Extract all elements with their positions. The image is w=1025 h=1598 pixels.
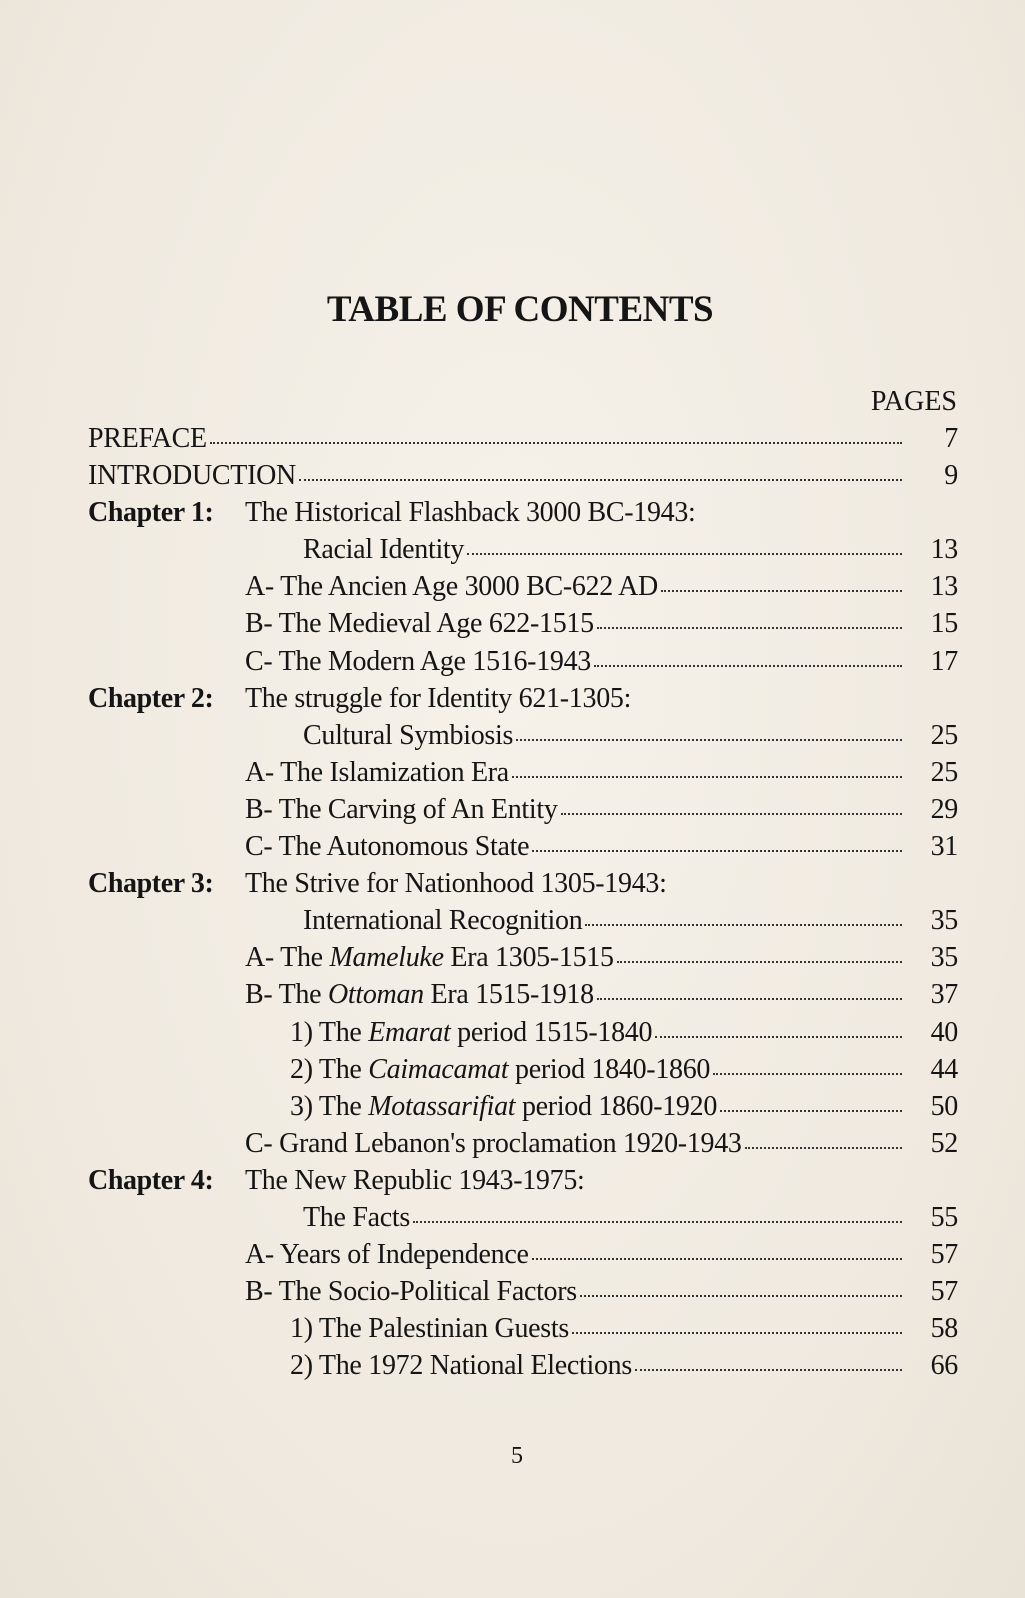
entry-text: B- The Medieval Age 622-1515 <box>245 608 594 640</box>
toc-entry <box>88 1091 958 1128</box>
entry-text: C- Grand Lebanon's proclamation 1920-1943 <box>245 1127 742 1159</box>
toc-entry <box>88 1276 958 1313</box>
toc-entry-title <box>88 868 667 900</box>
entry-text: B- The <box>245 979 328 1011</box>
dot-leader <box>720 1109 902 1112</box>
toc-entry <box>88 571 958 608</box>
dot-leader <box>561 812 902 815</box>
toc-entry-title <box>88 942 614 974</box>
entry-text: 3) The <box>290 1090 369 1122</box>
entry-text-suffix: period 1515-1840 <box>450 1016 653 1048</box>
page-ref: 7 <box>944 423 958 454</box>
pages-column-header: PAGES <box>870 386 957 417</box>
entry-text: The Strive for Nationhood 1305-1943: <box>245 868 667 900</box>
page-ref: 40 <box>930 1016 958 1048</box>
page-ref: 58 <box>930 1313 958 1345</box>
toc-entry <box>88 831 958 868</box>
toc-entry-title <box>88 460 296 492</box>
toc-entry <box>88 460 958 497</box>
page-ref: 15 <box>930 608 958 640</box>
toc-entry <box>88 646 958 683</box>
entry-text: B- The Socio-Political Factors <box>245 1276 577 1308</box>
entry-text: The Historical Flashback 3000 BC-1943: <box>245 497 696 529</box>
dot-leader <box>594 664 902 667</box>
dot-leader <box>617 960 902 963</box>
entry-text: A- Years of Independence <box>245 1239 529 1271</box>
toc-entry <box>88 942 958 979</box>
toc-entry-title <box>88 534 464 566</box>
page-ref: 35 <box>930 942 958 974</box>
page-ref: 44 <box>930 1053 958 1085</box>
page-ref: 9 <box>944 460 958 492</box>
dot-leader <box>512 775 902 778</box>
toc-entry <box>88 1239 958 1276</box>
toc-entry-title <box>88 646 591 678</box>
chapter-label: Chapter 2: <box>88 682 214 714</box>
page-ref: 57 <box>930 1276 958 1308</box>
entry-text-suffix: Era 1305-1515 <box>443 942 614 974</box>
toc-entry <box>88 1017 958 1054</box>
toc-chapter-heading <box>88 683 958 720</box>
toc-entry-title <box>88 831 529 863</box>
page-ref: 25 <box>930 719 958 751</box>
entry-text: A- The <box>245 942 330 974</box>
page-ref: 31 <box>930 831 958 863</box>
dot-leader <box>745 1146 902 1149</box>
dot-leader <box>467 552 902 555</box>
page-ref: 55 <box>930 1201 958 1233</box>
toc-chapter-heading <box>88 868 958 905</box>
toc-entry-title <box>88 497 696 529</box>
page-number: 5 <box>511 1443 523 1469</box>
toc-entry-title <box>88 720 513 752</box>
entry-text-suffix: Era 1515-1918 <box>423 979 594 1011</box>
toc-entry-title <box>88 1239 529 1271</box>
chapter-label: Chapter 4: <box>88 1164 214 1196</box>
chapter-label: Chapter 3: <box>88 868 214 900</box>
toc-entry <box>88 1313 958 1350</box>
toc-entry <box>88 1202 958 1239</box>
entry-text: B- The Carving of An Entity <box>245 793 558 825</box>
page-title: TABLE OF CONTENTS <box>326 289 714 330</box>
entry-italic-term: Mameluke <box>329 942 444 974</box>
entry-text: INTRODUCTION <box>88 460 296 492</box>
entry-text-suffix: period 1840-1860 <box>508 1053 711 1085</box>
entry-text: C- The Autonomous State <box>245 831 530 863</box>
toc-entry <box>88 720 958 757</box>
toc-entry-title <box>88 979 594 1011</box>
entry-text: C- The Modern Age 1516-1943 <box>245 645 592 677</box>
toc-entry <box>88 1128 958 1165</box>
chapter-label: Chapter 1: <box>88 497 214 529</box>
toc-entry-title <box>88 1128 742 1160</box>
toc-entry-title <box>88 683 631 715</box>
toc-entry <box>88 608 958 645</box>
toc-entry <box>88 1054 958 1091</box>
dot-leader <box>585 923 902 926</box>
toc-entry <box>88 534 958 571</box>
toc-entry <box>88 1350 958 1387</box>
toc-chapter-heading <box>88 1165 958 1202</box>
toc-entry <box>88 423 958 460</box>
dot-leader <box>635 1368 902 1371</box>
entry-text: A- The Islamization Era <box>245 756 509 788</box>
dot-leader <box>413 1220 902 1223</box>
toc-entry-title <box>88 1313 569 1345</box>
entry-text: A- The Ancien Age 3000 BC-622 AD <box>245 571 658 603</box>
dot-leader <box>597 997 902 1000</box>
entry-text: Cultural Symbiosis <box>303 719 514 751</box>
toc-chapter-heading <box>88 497 958 534</box>
entry-text: 2) The <box>290 1053 369 1085</box>
toc-entry-title <box>88 1017 652 1049</box>
entry-text: 1) The <box>290 1016 369 1048</box>
dot-leader <box>299 478 902 481</box>
toc-entry-title <box>88 1276 577 1308</box>
entry-text: The struggle for Identity 621-1305: <box>245 682 632 714</box>
page-ref: 35 <box>930 905 958 937</box>
dot-leader <box>655 1035 902 1038</box>
toc-entry-title <box>88 1091 717 1123</box>
entry-text: 1) The Palestinian Guests <box>290 1313 569 1345</box>
entry-text: The Facts <box>303 1201 410 1233</box>
page-ref: 13 <box>930 571 958 603</box>
toc-entry <box>88 794 958 831</box>
page-ref: 37 <box>930 979 958 1011</box>
toc-entry-title <box>88 1165 585 1197</box>
dot-leader <box>661 589 902 592</box>
toc-entry <box>88 979 958 1016</box>
toc-entry-title <box>88 794 558 826</box>
entry-text: The New Republic 1943-1975: <box>245 1164 585 1196</box>
entry-italic-term: Ottoman <box>327 979 424 1011</box>
entry-text: Racial Identity <box>303 534 465 566</box>
dot-leader <box>210 441 902 444</box>
page-ref: 50 <box>930 1090 958 1122</box>
page-ref: 13 <box>930 534 958 566</box>
toc-entry-title <box>88 608 594 640</box>
dot-leader <box>713 1072 902 1075</box>
entry-italic-term: Motassarifiat <box>368 1090 516 1122</box>
toc-entry-title <box>88 905 582 937</box>
page-ref: 29 <box>930 793 958 825</box>
entry-italic-term: Emarat <box>368 1016 451 1048</box>
page-ref: 66 <box>930 1350 958 1382</box>
dot-leader <box>572 1331 902 1334</box>
toc-entry <box>88 757 958 794</box>
toc-entry-title <box>88 1350 632 1382</box>
page-ref: 17 <box>930 645 958 677</box>
toc-entry-title <box>88 423 207 455</box>
dot-leader <box>580 1294 902 1297</box>
entry-text-suffix: period 1860-1920 <box>515 1090 718 1122</box>
entry-italic-term: Caimacamat <box>368 1053 509 1085</box>
entry-text: PREFACE <box>88 423 207 454</box>
entry-text: International Recognition <box>303 905 583 937</box>
toc-entry-title <box>88 1054 710 1086</box>
table-of-contents <box>88 423 958 1387</box>
dot-leader <box>532 849 902 852</box>
toc-entry-title <box>88 571 658 603</box>
page-ref: 25 <box>930 756 958 788</box>
toc-entry <box>88 905 958 942</box>
page-ref: 57 <box>930 1239 958 1271</box>
toc-entry-title <box>88 1202 410 1234</box>
dot-leader <box>532 1257 902 1260</box>
page-ref: 52 <box>930 1127 958 1159</box>
entry-text: 2) The 1972 National Elections <box>290 1350 632 1382</box>
dot-leader <box>597 626 902 629</box>
toc-entry-title <box>88 757 509 789</box>
dot-leader <box>516 738 902 741</box>
